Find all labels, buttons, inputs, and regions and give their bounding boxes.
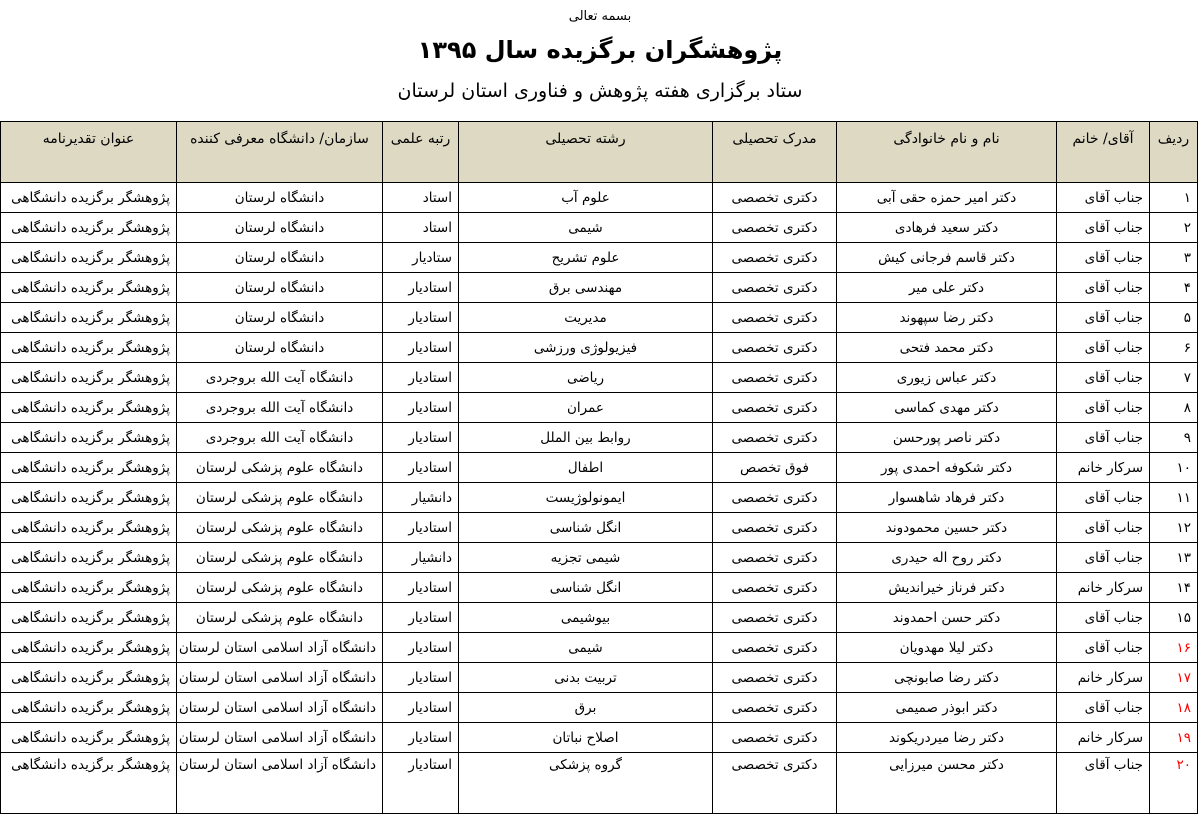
row-rank: استادیار <box>383 723 459 753</box>
table-row <box>1 183 1198 213</box>
row-field: شیمی <box>459 213 713 243</box>
header-rank: رتبه علمی <box>383 122 459 183</box>
row-award-title: پژوهشگر برگزیده دانشگاهی <box>1 183 177 213</box>
header-idx: ردیف <box>1150 122 1198 183</box>
row-honorific: جناب آقای <box>1057 423 1150 453</box>
table-row <box>1 543 1198 573</box>
row-degree: دکتری تخصصی <box>713 393 837 423</box>
row-name: دکتر عباس زیوری <box>837 363 1057 393</box>
row-name: دکتر شکوفه احمدی پور <box>837 453 1057 483</box>
row-field: گروه پزشکی <box>459 753 713 814</box>
row-index: ۱۲ <box>1150 513 1198 543</box>
row-honorific: سرکار خانم <box>1057 723 1150 753</box>
row-organization: دانشگاه لرستان <box>177 183 383 213</box>
row-name: دکتر لیلا مهدویان <box>837 633 1057 663</box>
row-degree: دکتری تخصصی <box>713 213 837 243</box>
row-index: ۲ <box>1150 213 1198 243</box>
row-award-title: پژوهشگر برگزیده دانشگاهی <box>1 423 177 453</box>
row-organization: دانشگاه آزاد اسلامی استان لرستان <box>177 723 383 753</box>
row-field: علوم تشریح <box>459 243 713 273</box>
row-degree: دکتری تخصصی <box>713 273 837 303</box>
row-field: بیوشیمی <box>459 603 713 633</box>
row-honorific: جناب آقای <box>1057 243 1150 273</box>
row-rank: استادیار <box>383 633 459 663</box>
row-degree: دکتری تخصصی <box>713 183 837 213</box>
basmala-text: بسمه تعالی <box>568 9 632 24</box>
row-organization: دانشگاه علوم پزشکی لرستان <box>177 483 383 513</box>
row-field: اصلاح نباتان <box>459 723 713 753</box>
row-honorific: جناب آقای <box>1057 183 1150 213</box>
row-name: دکتر حسین محمودوند <box>837 513 1057 543</box>
table-row <box>1 423 1198 453</box>
row-award-title: پژوهشگر برگزیده دانشگاهی <box>1 633 177 663</box>
row-name: دکتر سعید فرهادی <box>837 213 1057 243</box>
table-row <box>1 753 1198 814</box>
row-name: دکتر فرهاد شاهسوار <box>837 483 1057 513</box>
row-award-title: پژوهشگر برگزیده دانشگاهی <box>1 483 177 513</box>
row-degree: دکتری تخصصی <box>713 573 837 603</box>
row-name: دکتر مهدی کماسی <box>837 393 1057 423</box>
row-name: دکتر محمد فتحی <box>837 333 1057 363</box>
table-row <box>1 303 1198 333</box>
row-honorific: جناب آقای <box>1057 633 1150 663</box>
header-title: آقای/ خانم <box>1057 122 1150 183</box>
row-degree: دکتری تخصصی <box>713 633 837 663</box>
row-rank: استادیار <box>383 363 459 393</box>
row-index: ۱۳ <box>1150 543 1198 573</box>
row-degree: دکتری تخصصی <box>713 333 837 363</box>
row-award-title: پژوهشگر برگزیده دانشگاهی <box>1 453 177 483</box>
row-award-title: پژوهشگر برگزیده دانشگاهی <box>1 753 177 814</box>
row-degree: دکتری تخصصی <box>713 363 837 393</box>
row-degree: دکتری تخصصی <box>713 723 837 753</box>
row-index: ۲۰ <box>1150 753 1198 814</box>
row-honorific: جناب آقای <box>1057 213 1150 243</box>
row-name: دکتر رضا میردریکوند <box>837 723 1057 753</box>
row-rank: استادیار <box>383 573 459 603</box>
row-degree: دکتری تخصصی <box>713 663 837 693</box>
row-index: ۸ <box>1150 393 1198 423</box>
row-award-title: پژوهشگر برگزیده دانشگاهی <box>1 513 177 543</box>
row-rank: دانشیار <box>383 543 459 573</box>
row-award-title: پژوهشگر برگزیده دانشگاهی <box>1 333 177 363</box>
row-honorific: جناب آقای <box>1057 303 1150 333</box>
table-header-row <box>1 122 1198 183</box>
row-name: دکتر ابوذر صمیمی <box>837 693 1057 723</box>
row-award-title: پژوهشگر برگزیده دانشگاهی <box>1 213 177 243</box>
table-row <box>1 723 1198 753</box>
header-degree: مدرک تحصیلی <box>713 122 837 183</box>
row-honorific: جناب آقای <box>1057 483 1150 513</box>
row-honorific: جناب آقای <box>1057 363 1150 393</box>
header-org: سازمان/ دانشگاه معرفی کننده <box>177 122 383 183</box>
row-degree: دکتری تخصصی <box>713 303 837 333</box>
table-row <box>1 633 1198 663</box>
row-name: دکتر امیر حمزه حقی آبی <box>837 183 1057 213</box>
row-award-title: پژوهشگر برگزیده دانشگاهی <box>1 603 177 633</box>
row-honorific: جناب آقای <box>1057 273 1150 303</box>
row-name: دکتر علی میر <box>837 273 1057 303</box>
row-field: انگل شناسی <box>459 513 713 543</box>
row-degree: فوق تخصص <box>713 453 837 483</box>
table-row <box>1 393 1198 423</box>
row-organization: دانشگاه آیت الله بروجردی <box>177 393 383 423</box>
page-title: پژوهشگران برگزیده سال ۱۳۹۵ <box>417 36 783 64</box>
page-subtitle: ستاد برگزاری هفته پژوهش و فناوری استان لرستان <box>397 80 803 102</box>
row-name: دکتر رضا سپهوند <box>837 303 1057 333</box>
row-organization: دانشگاه آزاد اسلامی استان لرستان <box>177 663 383 693</box>
row-honorific: جناب آقای <box>1057 513 1150 543</box>
row-organization: دانشگاه علوم پزشکی لرستان <box>177 453 383 483</box>
row-organization: دانشگاه علوم پزشکی لرستان <box>177 513 383 543</box>
row-name: دکتر ناصر پورحسن <box>837 423 1057 453</box>
row-field: تربیت بدنی <box>459 663 713 693</box>
row-rank: استادیار <box>383 273 459 303</box>
row-index: ۱۱ <box>1150 483 1198 513</box>
header-field: رشته تحصیلی <box>459 122 713 183</box>
row-award-title: پژوهشگر برگزیده دانشگاهی <box>1 243 177 273</box>
row-award-title: پژوهشگر برگزیده دانشگاهی <box>1 573 177 603</box>
row-name: دکتر حسن احمدوند <box>837 603 1057 633</box>
row-name: دکتر فرناز خیراندیش <box>837 573 1057 603</box>
row-index: ۱۰ <box>1150 453 1198 483</box>
row-degree: دکتری تخصصی <box>713 753 837 814</box>
table-row <box>1 453 1198 483</box>
row-rank: استادیار <box>383 513 459 543</box>
row-organization: دانشگاه لرستان <box>177 273 383 303</box>
row-organization: دانشگاه علوم پزشکی لرستان <box>177 603 383 633</box>
table-row <box>1 333 1198 363</box>
row-award-title: پژوهشگر برگزیده دانشگاهی <box>1 303 177 333</box>
row-index: ۹ <box>1150 423 1198 453</box>
row-organization: دانشگاه لرستان <box>177 213 383 243</box>
row-honorific: سرکار خانم <box>1057 663 1150 693</box>
row-field: مدیریت <box>459 303 713 333</box>
row-index: ۴ <box>1150 273 1198 303</box>
row-field: ریاضی <box>459 363 713 393</box>
row-honorific: جناب آقای <box>1057 603 1150 633</box>
row-organization: دانشگاه آزاد اسلامی استان لرستان <box>177 633 383 663</box>
row-field: فیزیولوژی ورزشی <box>459 333 713 363</box>
row-rank: استادیار <box>383 753 459 814</box>
row-organization: دانشگاه لرستان <box>177 243 383 273</box>
row-organization: دانشگاه آیت الله بروجردی <box>177 363 383 393</box>
row-rank: استادیار <box>383 393 459 423</box>
row-degree: دکتری تخصصی <box>713 543 837 573</box>
row-name: دکتر قاسم فرجانی کیش <box>837 243 1057 273</box>
table-row <box>1 273 1198 303</box>
row-index: ۳ <box>1150 243 1198 273</box>
row-field: اطفال <box>459 453 713 483</box>
row-rank: استادیار <box>383 603 459 633</box>
row-honorific: سرکار خانم <box>1057 453 1150 483</box>
row-organization: دانشگاه لرستان <box>177 303 383 333</box>
row-honorific: سرکار خانم <box>1057 573 1150 603</box>
row-award-title: پژوهشگر برگزیده دانشگاهی <box>1 663 177 693</box>
researchers-table <box>0 121 1198 814</box>
row-index: ۱۷ <box>1150 663 1198 693</box>
row-field: شیمی <box>459 633 713 663</box>
row-field: برق <box>459 693 713 723</box>
row-degree: دکتری تخصصی <box>713 483 837 513</box>
row-honorific: جناب آقای <box>1057 543 1150 573</box>
row-honorific: جناب آقای <box>1057 693 1150 723</box>
table-row <box>1 693 1198 723</box>
row-rank: استاد <box>383 213 459 243</box>
row-honorific: جناب آقای <box>1057 333 1150 363</box>
row-index: ۱۸ <box>1150 693 1198 723</box>
row-degree: دکتری تخصصی <box>713 423 837 453</box>
row-rank: استادیار <box>383 453 459 483</box>
row-rank: استادیار <box>383 693 459 723</box>
row-degree: دکتری تخصصی <box>713 513 837 543</box>
row-organization: دانشگاه علوم پزشکی لرستان <box>177 573 383 603</box>
row-award-title: پژوهشگر برگزیده دانشگاهی <box>1 723 177 753</box>
row-field: عمران <box>459 393 713 423</box>
row-rank: استادیار <box>383 303 459 333</box>
row-rank: استاد <box>383 183 459 213</box>
row-name: دکتر روح اله حیدری <box>837 543 1057 573</box>
row-organization: دانشگاه علوم پزشکی لرستان <box>177 543 383 573</box>
row-index: ۱۹ <box>1150 723 1198 753</box>
row-organization: دانشگاه آزاد اسلامی استان لرستان <box>177 753 383 814</box>
row-honorific: جناب آقای <box>1057 393 1150 423</box>
row-index: ۱ <box>1150 183 1198 213</box>
table-row <box>1 603 1198 633</box>
row-honorific: جناب آقای <box>1057 753 1150 814</box>
row-index: ۱۴ <box>1150 573 1198 603</box>
row-organization: دانشگاه لرستان <box>177 333 383 363</box>
row-award-title: پژوهشگر برگزیده دانشگاهی <box>1 273 177 303</box>
row-award-title: پژوهشگر برگزیده دانشگاهی <box>1 543 177 573</box>
row-field: شیمی تجزیه <box>459 543 713 573</box>
row-index: ۵ <box>1150 303 1198 333</box>
row-index: ۱۶ <box>1150 633 1198 663</box>
table-body <box>1 183 1198 814</box>
row-field: مهندسی برق <box>459 273 713 303</box>
row-rank: دانشیار <box>383 483 459 513</box>
table-row <box>1 663 1198 693</box>
row-organization: دانشگاه آیت الله بروجردی <box>177 423 383 453</box>
row-field: ایمونولوژیست <box>459 483 713 513</box>
table-row <box>1 213 1198 243</box>
row-award-title: پژوهشگر برگزیده دانشگاهی <box>1 693 177 723</box>
row-award-title: پژوهشگر برگزیده دانشگاهی <box>1 363 177 393</box>
table-row <box>1 243 1198 273</box>
table-row <box>1 573 1198 603</box>
row-index: ۶ <box>1150 333 1198 363</box>
table-row <box>1 483 1198 513</box>
row-rank: استادیار <box>383 423 459 453</box>
row-degree: دکتری تخصصی <box>713 603 837 633</box>
row-rank: استادیار <box>383 663 459 693</box>
row-field: روابط بین الملل <box>459 423 713 453</box>
row-organization: دانشگاه آزاد اسلامی استان لرستان <box>177 693 383 723</box>
table-row <box>1 513 1198 543</box>
row-name: دکتر محسن میرزایی <box>837 753 1057 814</box>
row-rank: ستادیار <box>383 243 459 273</box>
row-award-title: پژوهشگر برگزیده دانشگاهی <box>1 393 177 423</box>
row-name: دکتر رضا صابونچی <box>837 663 1057 693</box>
row-index: ۷ <box>1150 363 1198 393</box>
row-rank: استادیار <box>383 333 459 363</box>
row-index: ۱۵ <box>1150 603 1198 633</box>
row-field: علوم آب <box>459 183 713 213</box>
header-award: عنوان تقدیرنامه <box>1 122 177 183</box>
header-name: نام و نام خانوادگی <box>837 122 1057 183</box>
row-degree: دکتری تخصصی <box>713 693 837 723</box>
table-row <box>1 363 1198 393</box>
row-degree: دکتری تخصصی <box>713 243 837 273</box>
row-field: انگل شناسی <box>459 573 713 603</box>
